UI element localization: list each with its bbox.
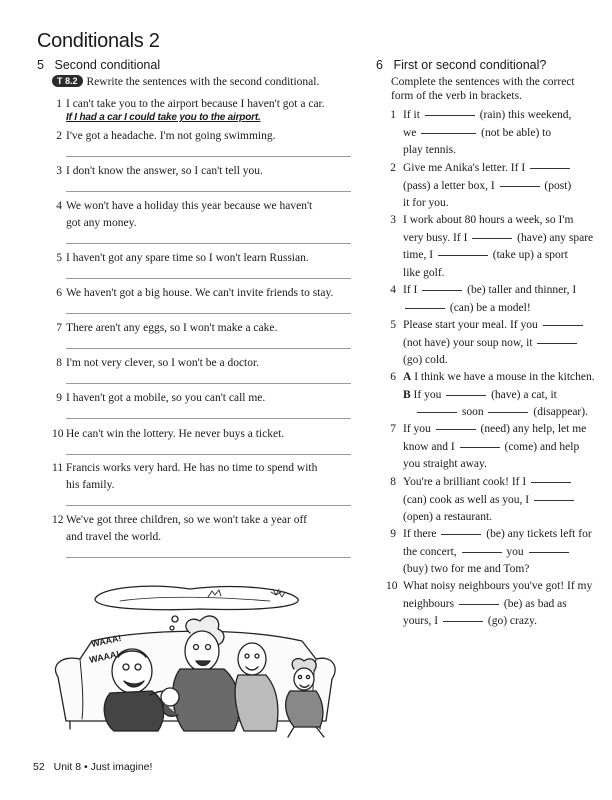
exercise-item: 2 Give me Anika's letter. If I (pass) a letter box, I (post) it for you. (390, 162, 572, 209)
blank-input[interactable] (421, 132, 476, 134)
blank-input[interactable] (534, 499, 574, 501)
blank-input[interactable] (529, 551, 569, 553)
example-answer: If I had a car I could take you to the airport. (66, 112, 261, 123)
exercise-item: 10 What noisy neighbours you've got! If my neighbours (be) as bad as yours, I (go) crazy. (386, 580, 593, 627)
answer-line[interactable] (66, 348, 351, 349)
blank-input[interactable] (537, 342, 577, 344)
blank-input[interactable] (443, 620, 483, 622)
exercise-item: 1 If it (rain) this weekend, we (not be able) to play tennis. (390, 109, 572, 156)
section-title: First or second conditional? (393, 58, 547, 72)
answer-line[interactable] (66, 313, 351, 314)
instruction-text: Rewrite the sentences with the second conditional. (86, 76, 320, 88)
exercise-item: 6 A I think we have a mouse in the kitchen. B If you (have) a cat, it soon (disappear). (390, 371, 595, 418)
answer-line[interactable] (66, 418, 351, 419)
page-title: Conditionals 2 (37, 30, 160, 52)
blank-input[interactable] (459, 603, 499, 605)
blank-input[interactable] (543, 324, 583, 326)
family-sofa-illustration (40, 585, 360, 745)
exercise-item: 7 There aren't any eggs, so I won't make a cake. (56, 322, 278, 334)
blank-input[interactable] (462, 551, 502, 553)
page-number: 52 (33, 761, 45, 773)
exercise-item: 10 He can't win the lottery. He never buys a ticket. (52, 428, 285, 440)
exercise-item: 5 Please start your meal. If you (not have) your soup now, it (go) cold. (386, 317, 596, 370)
exercise-item: 9 If there (be) any tickets left for the concert, you (buy) two for me and Tom? (390, 528, 592, 575)
blank-input[interactable] (488, 411, 528, 413)
blank-input[interactable] (438, 254, 488, 256)
exercise-item: 4 We won't have a holiday this year because we haven't got any money. (56, 200, 313, 229)
blank-input[interactable] (460, 446, 500, 448)
unit-title: Just imagine! (90, 761, 153, 773)
answer-line[interactable] (66, 191, 351, 192)
section-number: 5 (37, 58, 44, 72)
exercise-item: 2 I've got a headache. I'm not going swimming. (56, 130, 276, 142)
blank-input[interactable] (446, 394, 486, 396)
blank-input[interactable] (530, 167, 570, 169)
section-5-instruction (52, 75, 319, 88)
blank-input[interactable] (417, 411, 457, 413)
answer-line[interactable] (66, 156, 351, 157)
blank-input[interactable] (500, 185, 540, 187)
answer-line[interactable] (66, 243, 351, 244)
answer-line[interactable] (66, 557, 351, 558)
page-footer (33, 761, 152, 773)
blank-input[interactable] (441, 533, 481, 535)
blank-input[interactable] (472, 237, 512, 239)
exercise-item: 1 I can't take you to the airport because I haven't got a car. (56, 98, 325, 110)
exercise-item: 6 We haven't got a big house. We can't invite friends to stay. (56, 287, 334, 299)
blank-input[interactable] (531, 481, 571, 483)
blank-input[interactable] (422, 289, 462, 291)
blank-input[interactable] (405, 307, 445, 309)
exercise-item: 11 Francis works very hard. He has no time to spend with his family. (52, 462, 318, 491)
exercise-item: 3 I don't know the answer, so I can't tell you. (56, 165, 263, 177)
blank-input[interactable] (425, 114, 475, 116)
answer-line[interactable] (66, 278, 351, 279)
exercise-item: 8 You're a brilliant cook! If I (can) cook as well as you, I (open) a restaurant. (386, 474, 596, 527)
unit-label: Unit 8 (53, 761, 82, 773)
exercise-item: 3 I work about 80 hours a week, so I'm very busy. If I (have) any spare time, I (take up) a sport like golf. (390, 214, 594, 279)
exercise-item: 9 I haven't got a mobile, so you can't call me. (56, 392, 266, 404)
section-title: Second conditional (54, 58, 161, 72)
separator: • (83, 761, 88, 773)
exercise-item: 5 I haven't got any spare time so I won't learn Russian. (56, 252, 309, 264)
exercise-item: 12 We've got three children, so we won't take a year off and travel the world. (52, 514, 307, 543)
answer-line[interactable] (66, 383, 351, 384)
crying-sound-text: WAAA! (90, 632, 123, 649)
exercise-item: 7 If you (need) any help, let me know and I (come) and help you straight away. (390, 423, 587, 470)
audio-track-badge[interactable]: T 8.2 (52, 75, 83, 87)
section-number: 6 (376, 58, 383, 72)
exercise-item: 8 I'm not very clever, so I won't be a doctor. (56, 357, 260, 369)
section-5-heading (37, 58, 160, 72)
crying-sound-text: WAAA! (88, 648, 121, 665)
section-6-heading (376, 58, 546, 72)
blank-input[interactable] (436, 428, 476, 430)
section-6-instruction: Complete the sentences with the correct form of the verb in brackets. (391, 76, 575, 102)
exercise-item: 4 If I (be) taller and thinner, I (can) be a model! (390, 284, 577, 314)
answer-line[interactable] (66, 505, 351, 506)
answer-line[interactable] (66, 454, 351, 455)
